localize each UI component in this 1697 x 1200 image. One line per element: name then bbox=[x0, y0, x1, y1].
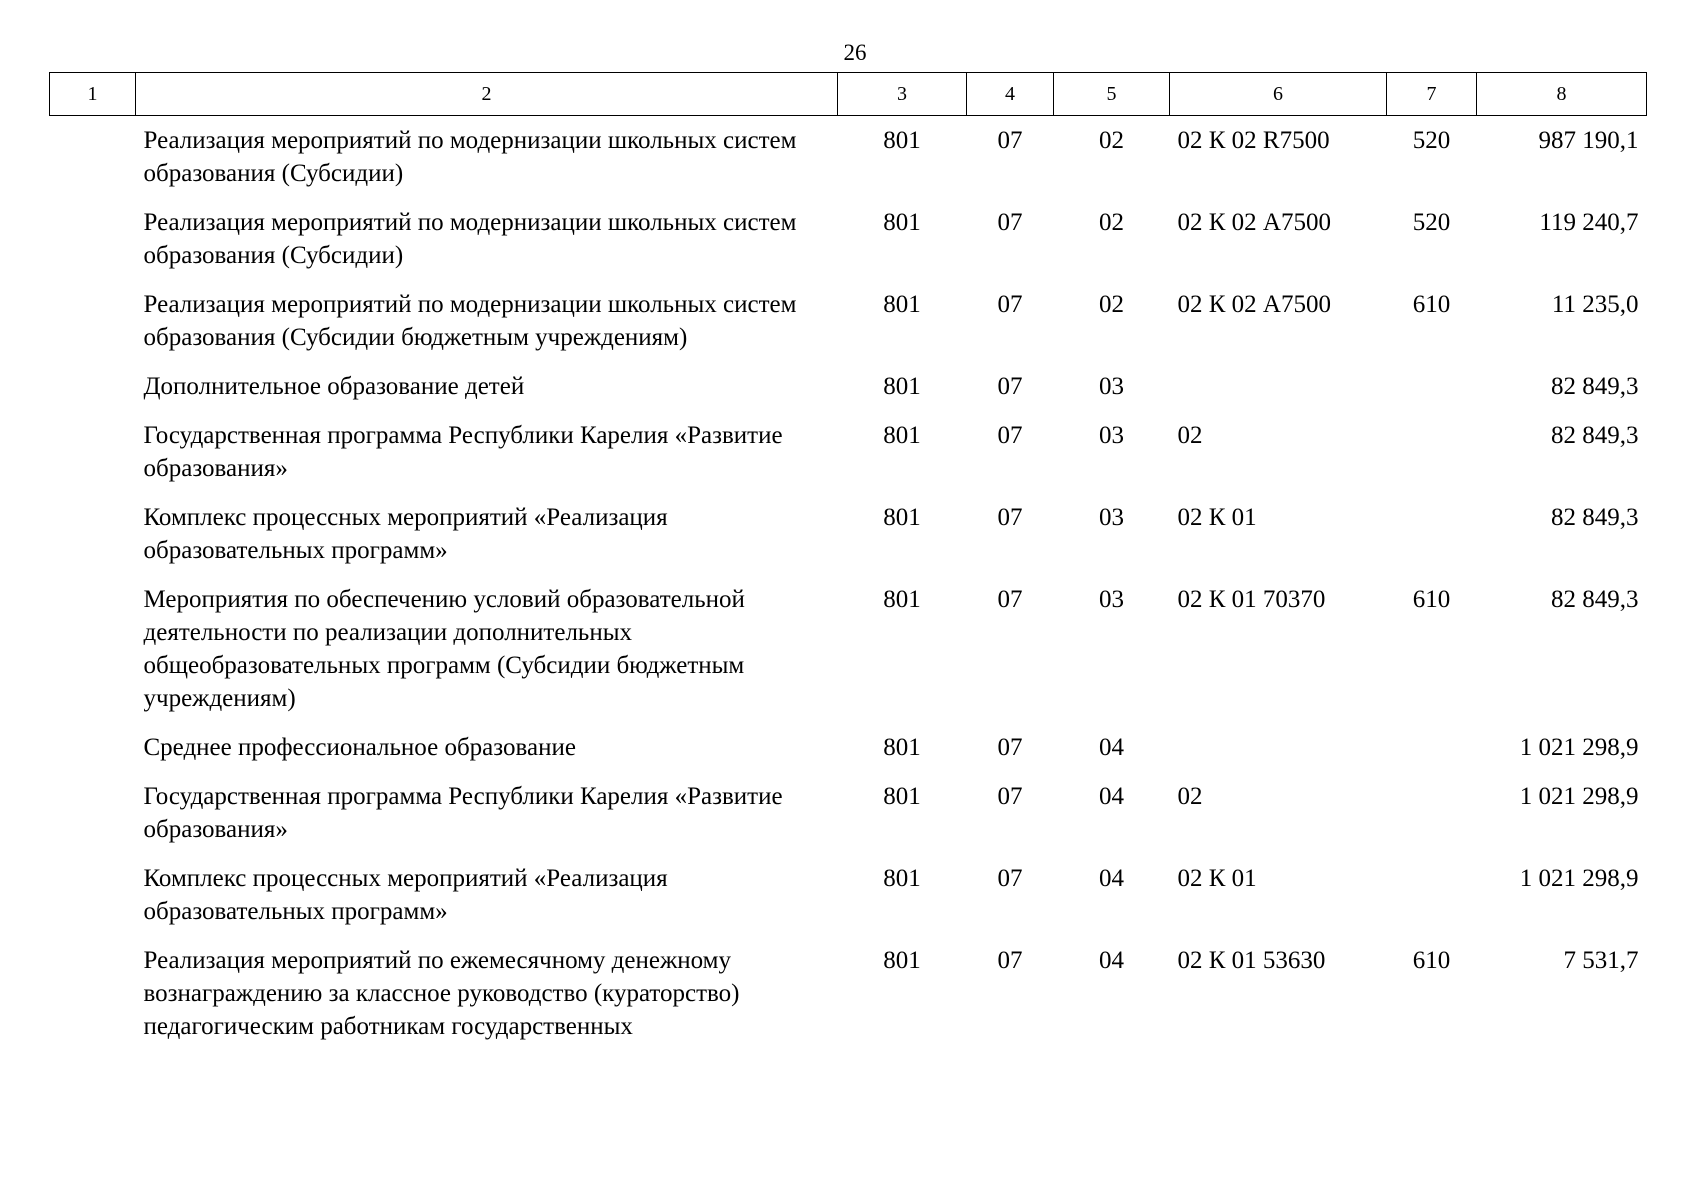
cell-col-1 bbox=[50, 731, 136, 780]
cell-col-7 bbox=[1387, 862, 1477, 944]
header-col-1: 1 bbox=[50, 73, 136, 116]
table-body bbox=[50, 116, 1647, 1060]
table-row bbox=[50, 288, 1647, 370]
cell-col-3: 801 bbox=[883, 127, 921, 154]
cell-col-7 bbox=[1387, 419, 1477, 501]
cell-col-5: 04 bbox=[1099, 865, 1124, 892]
cell-col-1 bbox=[50, 583, 136, 731]
cell-expenditure-name: Дополнительное образование детей bbox=[143, 373, 525, 400]
cell-col-4: 07 bbox=[997, 734, 1023, 761]
cell-expenditure-name: Комплекс процессных мероприятий «Реализация образовательных программ» bbox=[143, 865, 668, 925]
cell-col-8: 82 849,3 bbox=[1551, 422, 1639, 449]
cell-col-3: 801 bbox=[883, 865, 921, 892]
cell-expenditure-name: Государственная программа Республики Карелия «Развитие образования» bbox=[143, 783, 783, 843]
cell-col-1 bbox=[50, 288, 136, 370]
cell-col-6 bbox=[1170, 370, 1387, 419]
cell-col-3: 801 bbox=[883, 373, 921, 400]
cell-col-3: 801 bbox=[883, 783, 921, 810]
cell-col-1 bbox=[50, 944, 136, 1059]
cell-col-8: 11 235,0 bbox=[1551, 291, 1639, 318]
table-row bbox=[50, 583, 1647, 731]
table-row bbox=[50, 501, 1647, 583]
table-row bbox=[50, 206, 1647, 288]
cell-col-4: 07 bbox=[997, 783, 1023, 810]
cell-col-4: 07 bbox=[997, 422, 1023, 449]
cell-col-1 bbox=[50, 370, 136, 419]
header-col-3: 3 bbox=[838, 73, 967, 116]
cell-col-4: 07 bbox=[997, 209, 1023, 236]
cell-col-7: 610 bbox=[1412, 291, 1451, 318]
cell-col-8: 987 190,1 bbox=[1538, 127, 1639, 154]
cell-col-5: 03 bbox=[1099, 586, 1124, 613]
cell-col-6: 02 К 01 70370 bbox=[1177, 586, 1326, 613]
cell-expenditure-name: Мероприятия по обеспечению условий образовательной деятельности по реализации дополнительных общеобразовательных программ (Субсидии бюджетным учреждениям) bbox=[143, 586, 745, 712]
cell-col-6: 02 К 02 А7500 bbox=[1177, 209, 1331, 236]
cell-col-7 bbox=[1387, 370, 1477, 419]
cell-col-6: 02 bbox=[1177, 422, 1203, 449]
table-row bbox=[50, 780, 1647, 862]
cell-col-8: 119 240,7 bbox=[1539, 209, 1639, 236]
cell-col-5: 02 bbox=[1099, 291, 1124, 318]
cell-expenditure-name: Среднее профессиональное образование bbox=[143, 734, 576, 761]
cell-col-4: 07 bbox=[997, 865, 1023, 892]
cell-col-1 bbox=[50, 862, 136, 944]
cell-col-7: 520 bbox=[1412, 209, 1451, 236]
cell-col-8: 7 531,7 bbox=[1563, 947, 1639, 974]
cell-col-7 bbox=[1387, 501, 1477, 583]
header-col-5: 5 bbox=[1054, 73, 1170, 116]
cell-col-6: 02 К 02 А7500 bbox=[1177, 291, 1331, 318]
cell-col-3: 801 bbox=[883, 504, 921, 531]
cell-col-4: 07 bbox=[997, 291, 1023, 318]
cell-col-1 bbox=[50, 780, 136, 862]
cell-col-7: 520 bbox=[1412, 127, 1451, 154]
cell-col-1 bbox=[50, 419, 136, 501]
table-row bbox=[50, 944, 1647, 1059]
cell-col-6: 02 К 01 bbox=[1177, 504, 1257, 531]
header-col-2: 2 bbox=[136, 73, 838, 116]
header-col-8: 8 bbox=[1477, 73, 1647, 116]
cell-col-6: 02 К 01 53630 bbox=[1177, 947, 1326, 974]
cell-expenditure-name: Реализация мероприятий по модернизации школьных систем образования (Субсидии) bbox=[143, 127, 797, 187]
cell-expenditure-name: Реализация мероприятий по ежемесячному денежному вознаграждению за классное руководство (кураторство) педагогическим работникам государственных bbox=[143, 947, 740, 1040]
cell-col-3: 801 bbox=[883, 291, 921, 318]
cell-col-5: 02 bbox=[1099, 127, 1124, 154]
cell-col-3: 801 bbox=[883, 947, 921, 974]
cell-col-3: 801 bbox=[883, 734, 921, 761]
cell-col-4: 07 bbox=[997, 127, 1023, 154]
cell-col-6: 02 bbox=[1177, 783, 1203, 810]
cell-col-5: 04 bbox=[1099, 947, 1124, 974]
cell-col-7: 610 bbox=[1412, 947, 1451, 974]
cell-col-7 bbox=[1387, 780, 1477, 862]
cell-col-5: 02 bbox=[1099, 209, 1124, 236]
cell-col-5: 03 bbox=[1099, 422, 1124, 449]
cell-col-7 bbox=[1387, 731, 1477, 780]
cell-col-8: 1 021 298,9 bbox=[1519, 865, 1639, 892]
cell-col-3: 801 bbox=[883, 586, 921, 613]
table-header-row bbox=[50, 73, 1647, 116]
cell-col-6 bbox=[1170, 731, 1387, 780]
cell-col-4: 07 bbox=[997, 504, 1023, 531]
cell-col-1 bbox=[50, 501, 136, 583]
header-col-7: 7 bbox=[1387, 73, 1477, 116]
table-row bbox=[50, 370, 1647, 419]
cell-col-3: 801 bbox=[883, 209, 921, 236]
cell-col-8: 82 849,3 bbox=[1551, 504, 1639, 531]
cell-col-5: 04 bbox=[1099, 783, 1124, 810]
budget-table bbox=[49, 72, 1647, 1059]
cell-expenditure-name: Государственная программа Республики Карелия «Развитие образования» bbox=[143, 422, 783, 482]
cell-expenditure-name: Комплекс процессных мероприятий «Реализация образовательных программ» bbox=[143, 504, 668, 564]
cell-col-4: 07 bbox=[997, 373, 1023, 400]
cell-col-3: 801 bbox=[883, 422, 921, 449]
cell-col-8: 1 021 298,9 bbox=[1519, 734, 1639, 761]
cell-expenditure-name: Реализация мероприятий по модернизации школьных систем образования (Субсидии) bbox=[143, 209, 797, 269]
cell-col-8: 1 021 298,9 bbox=[1519, 783, 1639, 810]
cell-expenditure-name: Реализация мероприятий по модернизации школьных систем образования (Субсидии бюджетным учреждениям) bbox=[143, 291, 797, 351]
table-row bbox=[50, 116, 1647, 207]
cell-col-6: 02 К 01 bbox=[1177, 865, 1257, 892]
cell-col-1 bbox=[50, 116, 136, 207]
header-col-6: 6 bbox=[1170, 73, 1387, 116]
cell-col-8: 82 849,3 bbox=[1551, 586, 1639, 613]
table-row bbox=[50, 419, 1647, 501]
cell-col-4: 07 bbox=[997, 947, 1023, 974]
cell-col-8: 82 849,3 bbox=[1551, 373, 1639, 400]
cell-col-5: 03 bbox=[1099, 373, 1124, 400]
cell-col-7: 610 bbox=[1412, 586, 1451, 613]
table-row bbox=[50, 862, 1647, 944]
cell-col-6: 02 К 02 R7500 bbox=[1177, 127, 1330, 154]
cell-col-4: 07 bbox=[997, 586, 1023, 613]
page-number: 26 bbox=[843, 40, 867, 65]
table-row bbox=[50, 731, 1647, 780]
cell-col-5: 03 bbox=[1099, 504, 1124, 531]
cell-col-5: 04 bbox=[1099, 734, 1124, 761]
header-col-4: 4 bbox=[967, 73, 1054, 116]
cell-col-1 bbox=[50, 206, 136, 288]
